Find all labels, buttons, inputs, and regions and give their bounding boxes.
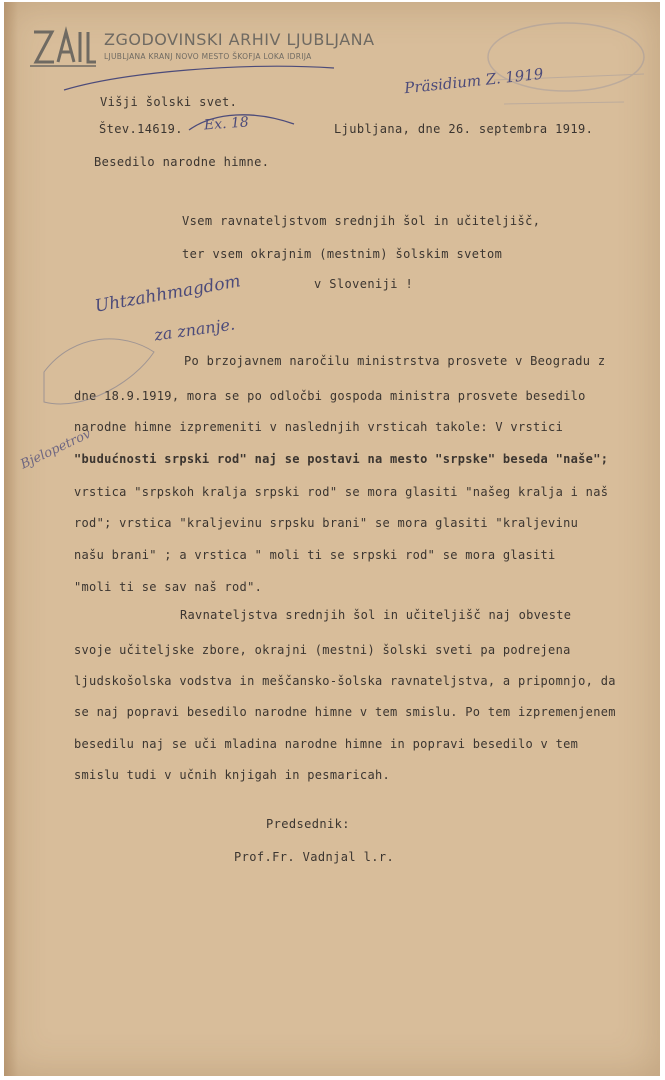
archive-name: ZGODOVINSKI ARHIV LJUBLJANA [104, 30, 375, 49]
paragraph-1-line: našu brani" ; a vrstica " moli ti se srpski rod" se mora glasiti [74, 548, 556, 562]
handwritten-margin-note-2: za znanje. [153, 314, 237, 345]
paragraph-1-line: dne 18.9.1919, mora se po odločbi gospoda ministra prosvete besedilo [74, 389, 586, 403]
document-number: Štev.14619. [99, 122, 183, 136]
paragraph-2-line: Ravnateljstva srednjih šol in učiteljišč naj obveste [180, 608, 572, 622]
paragraph-1-line: rod"; vrstica "kraljevinu srpsku brani" se mora glasiti "kraljevinu [74, 516, 579, 530]
place-and-date: Ljubljana, dne 26. septembra 1919. [334, 122, 594, 136]
paragraph-1-line: "moli ti se sav naš rod". [74, 580, 263, 594]
subject-line: Besedilo narodne himne. [94, 155, 270, 169]
address-line-2: ter vsem okrajnim (mestnim) šolskim svetom [182, 247, 503, 261]
paragraph-1-line: vrstica "srpskoh kralja srpski rod" se mora glasiti "našeg kralja i naš [74, 485, 609, 499]
address-line-1: Vsem ravnateljstvom srednjih šol in učiteljišč, [182, 214, 541, 228]
signature-name: Prof.Fr. Vadnjal l.r. [234, 850, 395, 864]
handwritten-margin-note-1: Uhtzahhmagdom [93, 271, 243, 317]
address-line-3: v Sloveniji ! [314, 277, 414, 291]
handwritten-number-note: Ex. 18 [203, 114, 250, 134]
handwritten-side-note: Bjelopetrov [18, 426, 94, 473]
paragraph-2-line: ljudskošolska vodstva in meščansko-šolska ravnateljstva, a pripomnjo, da [74, 674, 616, 688]
signature-title: Predsednik: [266, 817, 350, 831]
paragraph-2-line: svoje učiteljske zbore, okrajni (mestni) šolski sveti pa podrejena [74, 643, 571, 657]
paragraph-2-line: se naj popravi besedilo narodne himne v tem smislu. Po tem izpremenjenem [74, 705, 616, 719]
paragraph-2-line: besedilu naj se uči mladina narodne himne in popravi besedilo v tem [74, 737, 579, 751]
document-page [4, 2, 660, 1076]
paragraph-2-line: smislu tudi v učnih knjigah in pesmaricah. [74, 768, 391, 782]
paragraph-1-line: narodne himne izpremeniti v naslednjih vrsticah takole: V vrstici [74, 420, 564, 434]
handwritten-top-note: Präsidium Z. 1919 [403, 64, 545, 98]
issuer: Višji šolski svet. [100, 95, 238, 109]
archive-locations: LJUBLJANA KRANJ NOVO MESTO ŠKOFJA LOKA IDRIJA [104, 52, 312, 61]
paragraph-1-line: "budućnosti srpski rod" naj se postavi na mesto "srpske" beseda "naše"; [74, 452, 609, 466]
paragraph-1-line: Po brzojavnem naročilu ministrstva prosvete v Beogradu z [184, 354, 606, 368]
